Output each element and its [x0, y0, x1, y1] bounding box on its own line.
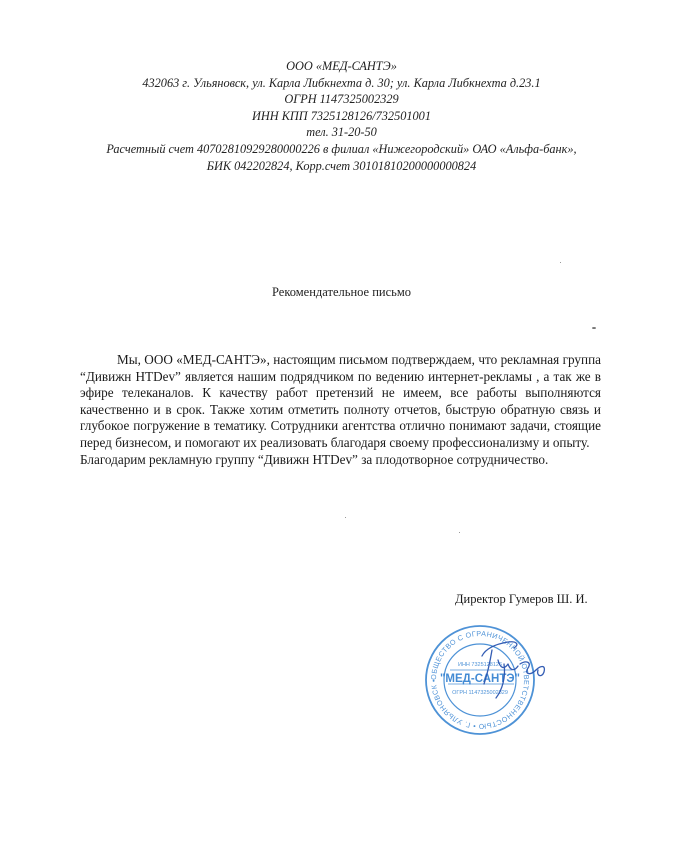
- bank-bik: БИК 042202824, Корр.счет 30101810200000000824: [206, 158, 477, 173]
- letter-paragraph-1: Мы, ООО «МЕД-САНТЭ», настоящим письмом подтверждаем, что рекламная группа “Дивижн HTDev” является нашим подрядчиком по ведению интернет-рекламы , а так же в эфире телеканалов. К качеству работ претензий не имеем, все работы выполняются качественно и в срок. Также хотим отметить полноту отчетов, быструю обратную связь и глубокое погружение в тематику. Сотрудники агентства отлично понимают задачи, стоящие перед бизнесом, и помогают их реализовать благодаря своему профессионализму и опыту.: [80, 352, 601, 450]
- company-address: 432063 г. Ульяновск, ул. Карла Либкнехта д. 30; ул. Карла Либкнехта д.23.1: [142, 75, 541, 90]
- letter-paragraph-2: Благодарим рекламную группу “Дивижн HTDev” за плодотворное сотрудничество.: [80, 451, 549, 467]
- stamp-inn-text: ИНН 7325128126: [457, 662, 503, 668]
- scan-speck: [560, 262, 561, 263]
- scan-speck: [345, 517, 346, 518]
- stamp-center-text: "МЕД-САНТЭ": [439, 673, 521, 685]
- company-stamp-and-signature: [418, 620, 548, 738]
- company-ogrn: ОГРН 1147325002329: [284, 92, 399, 107]
- scan-speck: [459, 532, 460, 533]
- stamp-ring-text: ОБЩЕСТВО С ОГРАНИЧЕННОЙ ОТВЕТСТВЕННОСТЬЮ • Г. УЛЬЯНОВСК •: [428, 628, 532, 732]
- stamp-ogrn-text: ОГРН 1147325002329: [452, 690, 508, 696]
- letter-body: [80, 352, 601, 468]
- company-name: ООО «МЕД-САНТЭ»: [286, 59, 397, 73]
- company-inn-kpp: ИНН КПП 7325128126/732501001: [252, 108, 431, 123]
- letter-title: Рекомендательное письмо: [271, 285, 412, 299]
- bank-account: Расчетный счет 40702810929280000226 в филиал «Нижегородский» ОАО «Альфа-банк»,: [106, 141, 577, 156]
- company-phone: тел. 31-20-50: [306, 125, 377, 140]
- scan-speck: [592, 327, 596, 329]
- signature-line: Директор Гумеров Ш. И.: [455, 592, 588, 606]
- letterhead: [0, 58, 683, 174]
